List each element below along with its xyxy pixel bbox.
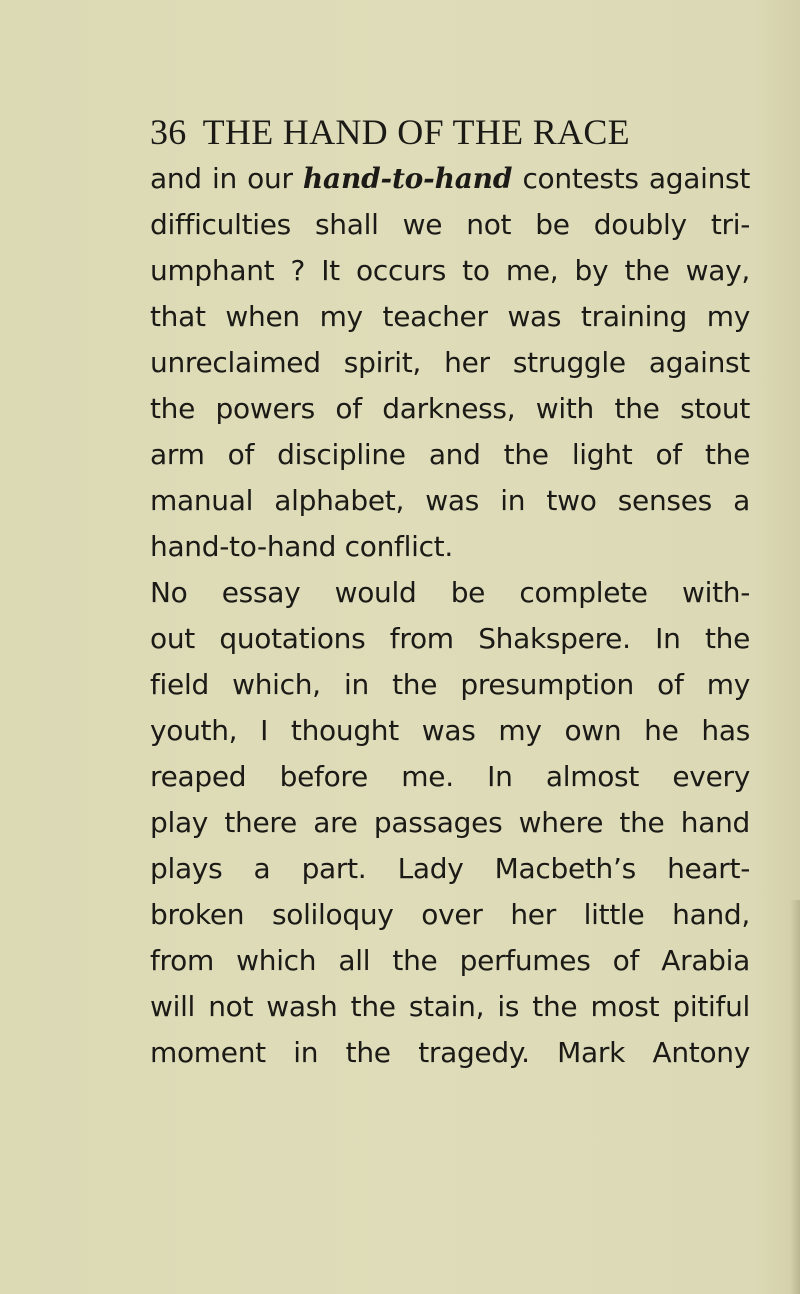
text-line-14: reaped before me. In almost every (150, 760, 750, 793)
text-line-12: field which, in the presumption of my (150, 668, 750, 701)
text-line-9: hand-to-hand conflict. (150, 530, 453, 563)
text-line-13: youth, I thought was my own he has (150, 714, 750, 747)
text-line-7: arm of discipline and the light of the (150, 438, 750, 471)
text-line-10: No essay would be complete with- (150, 576, 750, 609)
text-line-6: the powers of darkness, with the stout (150, 392, 750, 425)
text-line-16: plays a part. Lady Macbeth’s heart- (150, 852, 750, 885)
text-line-17: broken soliloquy over her little hand, (150, 898, 750, 931)
text-line-8: manual alphabet, was in two senses a (150, 484, 750, 517)
text-line-18: from which all the perfumes of Arabia (150, 944, 750, 977)
text-line-19: will not wash the stain, is the most pitiful (150, 990, 750, 1023)
text-line-20: moment in the tragedy. Mark Antony (150, 1036, 750, 1069)
text-line-5: unreclaimed spirit, her struggle against (150, 346, 750, 379)
text-line-11: out quotations from Shakspere. In the (150, 622, 750, 655)
body-text (150, 156, 750, 1076)
italic-phrase: hand-to-hand (302, 162, 513, 195)
text-line-15: play there are passages where the hand (150, 806, 750, 839)
running-title: THE HAND OF THE RACE (202, 112, 630, 152)
text-line-2: difficulties shall we not be doubly tri- (150, 208, 750, 241)
page-edge-shadow (790, 900, 800, 1294)
text-line-4: that when my teacher was training my (150, 300, 750, 333)
text-line-1: and in our hand-to-hand contests against (150, 162, 750, 195)
running-header (150, 112, 630, 152)
page-number: 36 (150, 112, 187, 152)
text-line-3: umphant ? It occurs to me, by the way, (150, 254, 750, 287)
